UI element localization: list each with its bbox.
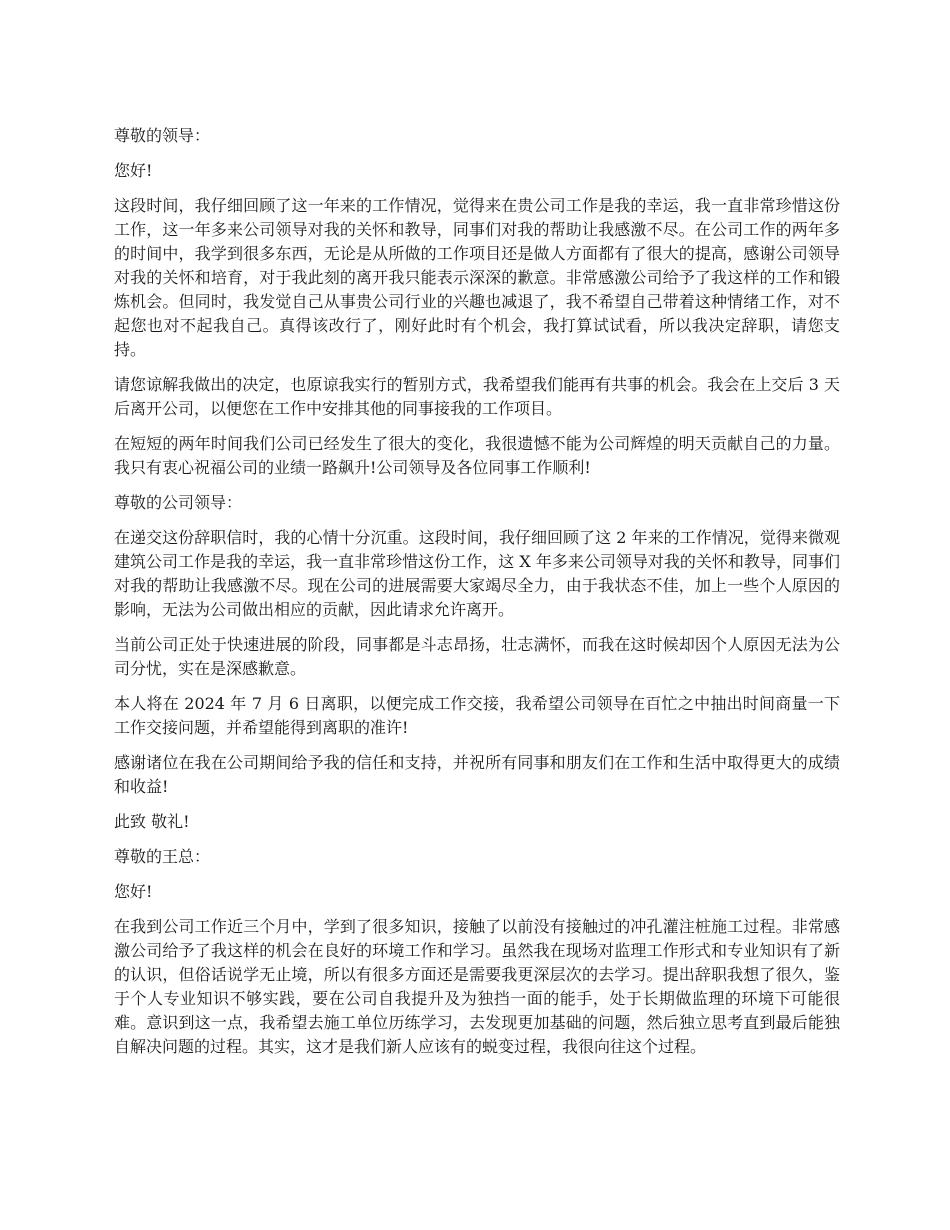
body-paragraph: 在递交这份辞职信时，我的心情十分沉重。这段时间，我仔细回顾了这 2 年来的工作情况，觉得来微观建筑公司工作是我的幸运，我一直非常珍惜这份工作，这 X 年多来公司领导对我的关怀和教导，同事们对我的帮助让我感激不尽。现在公司的进展需要大家竭尽全力，由于我状态不佳，加上一些个人原因的影响，无法为公司做出相应的贡献，因此请求允许离开。: [114, 528, 840, 619]
salutation-leader: 尊敬的领导：: [114, 126, 211, 145]
greeting: 您好!: [114, 882, 153, 901]
closing: 此致 敬礼!: [114, 812, 190, 831]
body-paragraph: 当前公司正处于快速进展的阶段，同事都是斗志昂扬，壮志满怀，而我在这时候却因个人原因无法为公司分忧，实在是深感歉意。: [114, 635, 840, 678]
body-paragraph: 请您谅解我做出的决定，也原谅我实行的暂别方式，我希望我们能再有共事的机会。我会在上交后 3 天后离开公司，以便您在工作中安排其他的同事接我的工作项目。: [114, 375, 840, 418]
body-paragraph: 这段时间，我仔细回顾了这一年来的工作情况，觉得来在贵公司工作是我的幸运，我一直非常珍惜这份工作，这一年多来公司领导对我的关怀和教导，同事们对我的帮助让我感激不尽。在公司工作的两年多的时间中，我学到很多东西，无论是从所做的工作项目还是做人方面都有了很大的提高，感谢公司领导对我的关怀和培育，对于我此刻的离开我只能表示深深的歉意。非常感激公司给予了我这样的工作和锻炼机会。但同时，我发觉自己从事贵公司行业的兴趣也减退了，我不希望自己带着这种情绪工作，对不起您也对不起我自己。真得该改行了，刚好此时有个机会，我打算试试看，所以我决定辞职，请您支持。: [114, 196, 840, 359]
salutation-manager: 尊敬的王总：: [114, 847, 211, 866]
salutation-company-leader: 尊敬的公司领导：: [114, 493, 243, 512]
greeting: 您好!: [114, 161, 153, 180]
letter-document: [114, 124, 840, 1070]
body-paragraph: 在我到公司工作近三个月中，学到了很多知识，接触了以前没有接触过的冲孔灌注桩施工过程。非常感激公司给予了我这样的机会在良好的环境工作和学习。虽然我在现场对监理工作形式和专业知识有了新的认识，但俗话说学无止境，所以有很多方面还是需要我更深层次的去学习。提出辞职我想了很久，鉴于个人专业知识不够实践，要在公司自我提升及为独挡一面的能手，处于长期做监理的环境下可能很难。意识到这一点，我希望去施工单位历练学习，去发现更加基础的问题，然后独立思考直到最后能独自解决问题的过程。其实，这才是我们新人应该有的蜕变过程，我很向往这个过程。: [114, 917, 840, 1056]
body-paragraph: 本人将在 2024 年 7 月 6 日离职，以便完成工作交接，我希望公司领导在百忙之中抽出时间商量一下工作交接问题，并希望能得到离职的准许!: [114, 694, 840, 737]
body-paragraph: 感谢诸位在我在公司期间给予我的信任和支持，并祝所有同事和朋友们在工作和生活中取得更大的成绩和收益!: [114, 753, 840, 796]
body-paragraph: 在短短的两年时间我们公司已经发生了很大的变化，我很遗憾不能为公司辉煌的明天贡献自己的力量。我只有衷心祝福公司的业绩一路飙升!公司领导及各位同事工作顺利!: [114, 434, 840, 477]
